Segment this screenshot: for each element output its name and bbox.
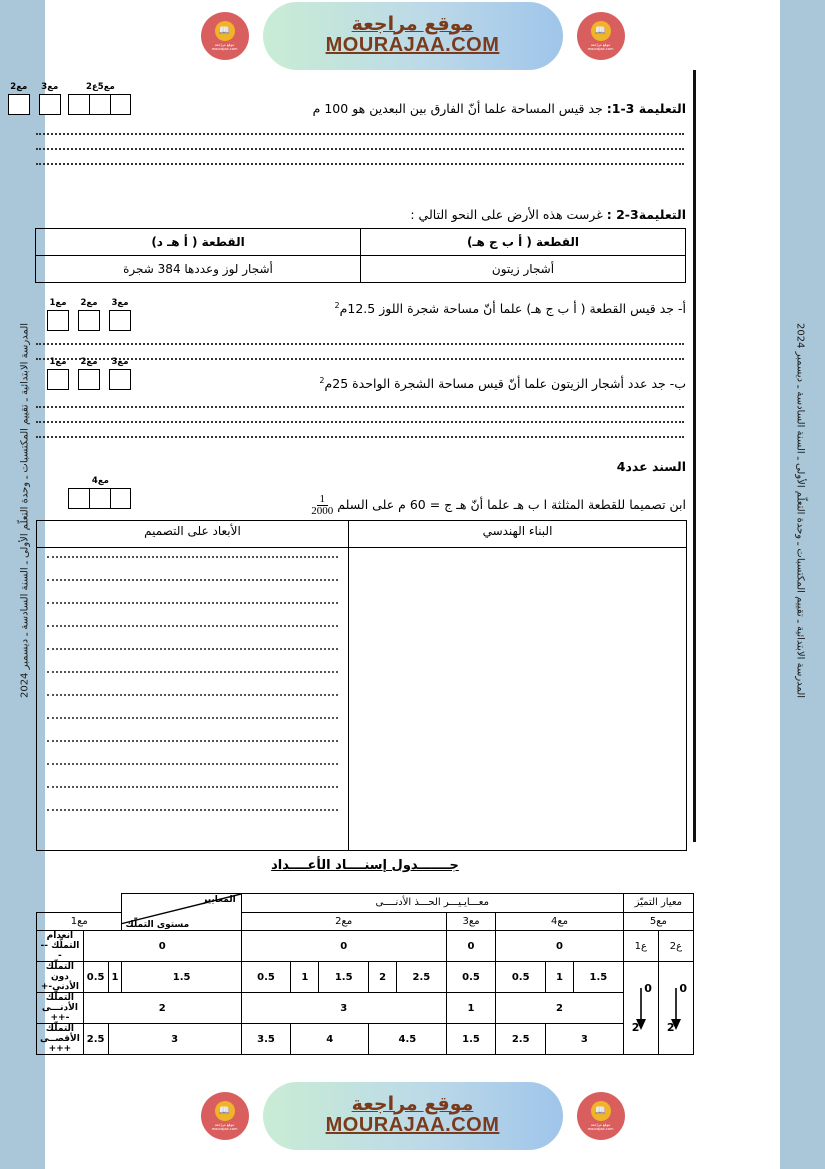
book-icon: 📖 (215, 1101, 235, 1121)
group-header-minimum: معـــايـيـــر الحـــذ الأدنــــى (241, 894, 623, 913)
section-source-4 (36, 458, 686, 517)
brand-arabic: موقع مراجعة (351, 12, 474, 35)
cell-m2: 4 (291, 1024, 369, 1055)
logo-icon-right (577, 1092, 625, 1140)
excellence-to: 2 (666, 1021, 675, 1034)
checkbox-label: مع3 (111, 298, 129, 308)
checkbox-mark-1[interactable] (47, 298, 69, 331)
cell-m2: 2 (369, 962, 397, 993)
checkbox-group-4 (70, 476, 131, 509)
cell-m2: 4.5 (369, 1024, 447, 1055)
source-4-label: السند عدد4 (616, 459, 686, 474)
cell-m4: 2 (496, 993, 623, 1024)
excellence-sub-1: ع1 (623, 931, 658, 962)
cell-m3: 0 (446, 931, 496, 962)
side-text-right: المدرسة الابتدائية ـ تقييم المكتسبات ـ وحدة التعلّم الأولى ـ السنة السادسة ـ ديسمبر 2024 (794, 322, 806, 699)
cell-m4: 2.5 (496, 1024, 546, 1055)
instruction-2-text: غرست هذه الأرض على النحو التالي : (410, 207, 603, 222)
excellence-from: 0 (644, 982, 652, 995)
answer-line[interactable] (47, 648, 338, 650)
brand-english: MOURAJAA.COM (325, 34, 500, 57)
excellence-to: 2 (631, 1021, 640, 1034)
checkbox-cell[interactable] (109, 369, 131, 390)
checkbox-cells[interactable] (70, 94, 131, 115)
checkbox-cell[interactable] (47, 369, 69, 390)
cell-m3: 1 (446, 993, 496, 1024)
part-a-exponent: 2 (334, 301, 340, 310)
checkbox-label: مع1 (49, 357, 67, 367)
brand-english: MOURAJAA.COM (325, 1114, 500, 1137)
section-instruction-2 (36, 206, 686, 283)
checkbox-mark-5-2[interactable] (70, 82, 131, 115)
excellence-range-2 (659, 982, 693, 1034)
book-icon: 📖 (591, 21, 611, 41)
cell-m2: 3.5 (241, 1024, 291, 1055)
grading-group-header-row (37, 894, 694, 913)
table-header-row (37, 521, 687, 548)
criteria-header-1: مع1 (37, 912, 122, 931)
answer-line[interactable] (36, 343, 684, 345)
answer-line[interactable] (47, 763, 338, 765)
side-text-left: المدرسة الابتدائية ـ تقييم المكتسبات ـ وحدة التعلّم الأولى ـ السنة السادسة ـ ديسمبر 2024 (19, 322, 31, 699)
cell-m1: 0 (83, 931, 241, 962)
table-row (36, 255, 686, 282)
checkbox-label: مع2 (10, 82, 28, 92)
grading-table-title: جـــــــدول إسنــــاد الأعــــداد (271, 858, 459, 873)
answer-line[interactable] (47, 671, 338, 673)
book-icon: 📖 (215, 21, 235, 41)
header-brand-pill (211, 2, 614, 70)
design-table-wrap (36, 520, 687, 851)
plot-header-2: القطعة ( أ هـ د) (36, 228, 361, 255)
design-header-geometry: البناء الهندسي (349, 521, 687, 548)
checkbox-cell[interactable] (39, 94, 61, 115)
brand-arabic: موقع مراجعة (351, 1092, 474, 1115)
checkbox-mark-1[interactable] (47, 357, 69, 390)
checkbox-cell[interactable] (78, 369, 100, 390)
part-b-exponent: 2 (319, 376, 325, 385)
checkbox-label: مع3 (111, 357, 129, 367)
criteria-header-2: مع2 (241, 912, 446, 931)
grading-row-no-mastery (37, 931, 694, 962)
table-body-row (37, 548, 687, 851)
criteria-header-3: مع3 (446, 912, 496, 931)
instruction-1-text: جد قيس المساحة علما أنّ الفارق بين البعدين هو 100 م (312, 101, 603, 116)
cell-m2: 0 (241, 931, 446, 962)
excellence-range-1 (624, 982, 658, 1034)
checkbox-mark-3[interactable] (39, 82, 61, 115)
criteria-header-4: مع4 (496, 912, 623, 931)
answer-lines-part-b (36, 393, 684, 451)
checkbox-label: مع4 (91, 476, 109, 486)
checkbox-group-part-b (47, 357, 131, 390)
plot-value-1: أشجار زيتون (361, 255, 686, 282)
answer-line[interactable] (47, 786, 338, 788)
grading-table (36, 893, 694, 1055)
excellence-from: 0 (679, 982, 687, 995)
checkbox-cell[interactable] (8, 94, 30, 115)
geometry-drawing-area[interactable] (349, 548, 687, 851)
plot-value-2: أشجار لوز وعددها 384 شجرة (36, 255, 361, 282)
cell-m4: 1 (546, 962, 574, 993)
checkbox-cells[interactable] (70, 488, 131, 509)
corner-label-mastery: مستوى التملّك (125, 920, 190, 930)
answer-line[interactable] (36, 421, 684, 423)
logo-icon-left (201, 1092, 249, 1140)
answer-line[interactable] (47, 602, 338, 604)
corner-diagonal-cell (122, 894, 240, 930)
answer-line[interactable] (47, 740, 338, 742)
footer-banner (0, 1080, 825, 1152)
checkbox-cell[interactable] (47, 310, 69, 331)
cell-m4: 0.5 (496, 962, 546, 993)
part-a-text: أ- جد قيس القطعة ( أ ب ج هـ) علما أنّ مساحة شجرة اللوز 12.5م (339, 301, 686, 317)
checkbox-mark-2[interactable] (8, 82, 30, 115)
plot-header-1: القطعة ( أ ب ج هـ) (361, 228, 686, 255)
excellence-sub-2: ع2 (658, 931, 693, 962)
row-label: انعدام التملّك --- (37, 931, 84, 962)
checkbox-label: مع5ع2 (86, 82, 115, 92)
answer-line[interactable] (47, 717, 338, 719)
checkbox-mark-2[interactable] (78, 298, 100, 331)
plots-table (35, 228, 686, 283)
row-label: التملّك الأقصــى +++ (37, 1024, 84, 1055)
answer-line[interactable] (36, 436, 684, 438)
grading-row-below-minimum (37, 962, 694, 993)
checkbox-group-1 (0, 82, 131, 115)
checkbox-cell[interactable] (109, 310, 131, 331)
checkbox-label: مع3 (41, 82, 59, 92)
group-header-excellence: معيار التميّز (623, 894, 693, 913)
book-icon: 📖 (591, 1101, 611, 1121)
cell-m1: 2 (83, 993, 241, 1024)
cell-m2: 0.5 (241, 962, 291, 993)
cell-m1: 0.5 (83, 962, 108, 993)
scale-denominator: 2000 (311, 504, 334, 517)
answer-line[interactable] (36, 358, 684, 360)
grading-table-wrap (36, 893, 694, 1055)
table-header-row (36, 228, 686, 255)
answer-line[interactable] (36, 133, 684, 135)
cell-m1: 3 (108, 1024, 241, 1055)
answer-line[interactable] (36, 406, 684, 408)
instruction-2-label: التعليمة3-2 : (606, 207, 686, 222)
cell-m4: 3 (546, 1024, 624, 1055)
header-banner (0, 0, 825, 72)
checkbox-label: مع1 (49, 298, 67, 308)
scale-numerator: 1 (317, 493, 329, 506)
answer-lines-part-a (36, 330, 684, 373)
checkbox-mark-3[interactable] (109, 298, 131, 331)
grading-title-wrap (36, 858, 694, 873)
cell-m3: 1.5 (446, 1024, 496, 1055)
grading-row-maximum (37, 1024, 694, 1055)
logo-icon-right (577, 12, 625, 60)
checkbox-label: مع2 (80, 298, 98, 308)
cell-m2: 1.5 (319, 962, 369, 993)
cell-m4: 1.5 (574, 962, 624, 993)
criteria-header-5: مع5 (623, 912, 693, 931)
answer-line[interactable] (36, 163, 684, 165)
grading-row-minimum (37, 993, 694, 1024)
checkbox-mark-2[interactable] (78, 357, 100, 390)
cell-m1: 1 (108, 962, 122, 993)
row-label: التملّك الأدنـــى -++ (37, 993, 84, 1024)
checkbox-mark-3[interactable] (109, 357, 131, 390)
cell-m4: 0 (496, 931, 623, 962)
source-4-text: ابن تصميما للقطعة المثلثة ا ب هـ علما أنّ هـ ج = 60 م على السلم (337, 497, 686, 513)
cell-m3: 0.5 (446, 962, 496, 993)
answer-line[interactable] (47, 625, 338, 627)
checkbox-group-part-a (47, 298, 131, 331)
answer-line[interactable] (47, 556, 338, 558)
design-table (36, 520, 687, 851)
logo-caption: موقع مراجعة mourajaa.com (587, 1122, 614, 1131)
logo-caption: موقع مراجعة mourajaa.com (211, 1122, 238, 1131)
cell-m1: 2.5 (83, 1024, 108, 1055)
answer-line[interactable] (36, 148, 684, 150)
footer-brand-pill (211, 1082, 614, 1150)
cell-m2: 1 (291, 962, 319, 993)
design-header-dimensions: الأبعاد على التصميم (37, 521, 349, 548)
cell-m2: 3 (241, 993, 446, 1024)
answer-line[interactable] (47, 694, 338, 696)
corner-label-criteria: المعايير (202, 895, 236, 905)
answer-line[interactable] (47, 579, 338, 581)
logo-caption: موقع مراجعة mourajaa.com (587, 42, 614, 51)
instruction-1-label: التعليمة 3-1: (606, 101, 686, 116)
answer-line[interactable] (47, 809, 338, 811)
checkbox-label: مع2 (80, 357, 98, 367)
part-b-text: ب- جد عدد أشجار الزيتون علما أنّ قيس مساحة الشجرة الواحدة 25م (324, 376, 686, 392)
answer-lines-1 (36, 120, 684, 178)
dimensions-lines-area[interactable] (37, 548, 349, 851)
scale-fraction (311, 494, 333, 517)
cell-m2: 2.5 (397, 962, 447, 993)
logo-caption: موقع مراجعة mourajaa.com (211, 42, 238, 51)
logo-icon-left (201, 12, 249, 60)
row-label: التملّك دون الأدنى-+ (37, 962, 84, 993)
cell-m1: 1.5 (122, 962, 241, 993)
checkbox-cell[interactable] (78, 310, 100, 331)
checkbox-mark-4[interactable] (70, 476, 131, 509)
